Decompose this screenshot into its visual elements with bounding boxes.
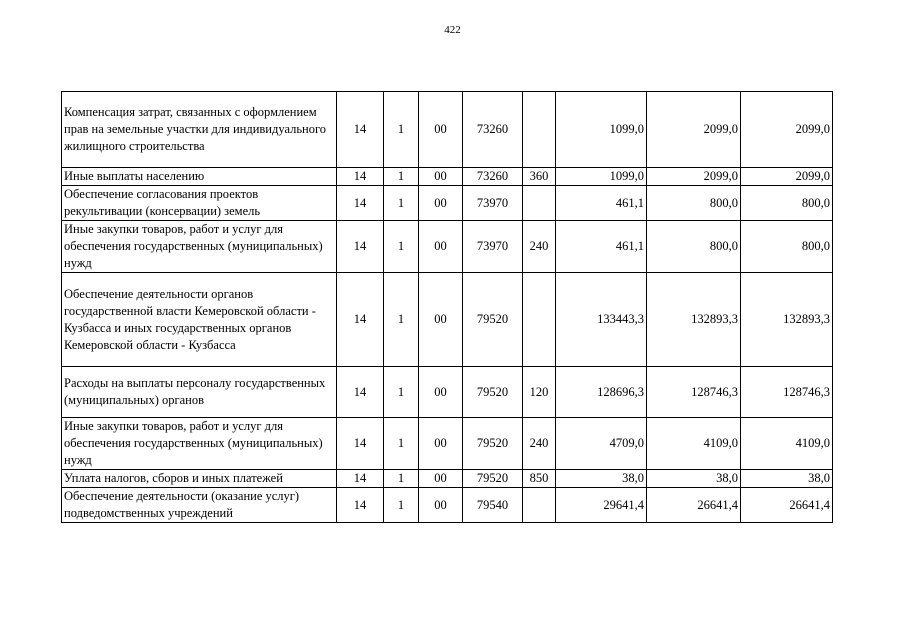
expense-type-code: [523, 186, 556, 221]
direction-code: 79520: [463, 418, 523, 470]
direction-code: 73970: [463, 221, 523, 273]
amount-year-1: 1099,0: [556, 92, 647, 168]
amount-year-1: 128696,3: [556, 367, 647, 418]
table-row: [62, 168, 833, 186]
direction-code: 73970: [463, 186, 523, 221]
amount-year-2: 26641,4: [647, 488, 741, 523]
amount-year-2: 4109,0: [647, 418, 741, 470]
amount-year-2: 128746,3: [647, 367, 741, 418]
amount-year-3: 26641,4: [741, 488, 833, 523]
program-code: 00: [419, 488, 463, 523]
section-code: 14: [337, 488, 384, 523]
row-name: Иные выплаты населению: [62, 168, 337, 186]
amount-year-3: 800,0: [741, 186, 833, 221]
expense-type-code: 240: [523, 221, 556, 273]
amount-year-3: 800,0: [741, 221, 833, 273]
table-row: [62, 273, 833, 367]
section-code: 14: [337, 367, 384, 418]
table-row: [62, 186, 833, 221]
subsection-code: 1: [384, 418, 419, 470]
section-code: 14: [337, 470, 384, 488]
program-code: 00: [419, 92, 463, 168]
table-row: [62, 488, 833, 523]
amount-year-3: 38,0: [741, 470, 833, 488]
section-code: 14: [337, 186, 384, 221]
table-row: [62, 470, 833, 488]
amount-year-3: 2099,0: [741, 168, 833, 186]
subsection-code: 1: [384, 367, 419, 418]
program-code: 00: [419, 418, 463, 470]
subsection-code: 1: [384, 221, 419, 273]
amount-year-1: 29641,4: [556, 488, 647, 523]
amount-year-1: 133443,3: [556, 273, 647, 367]
section-code: 14: [337, 221, 384, 273]
expense-type-code: 240: [523, 418, 556, 470]
amount-year-2: 132893,3: [647, 273, 741, 367]
row-name: Компенсация затрат, связанных с оформлением прав на земельные участки для индивидуального жилищного строительства: [62, 92, 337, 168]
expense-type-code: [523, 488, 556, 523]
section-code: 14: [337, 273, 384, 367]
amount-year-2: 2099,0: [647, 92, 741, 168]
subsection-code: 1: [384, 92, 419, 168]
row-name: Иные закупки товаров, работ и услуг для обеспечения государственных (муниципальных) нужд: [62, 418, 337, 470]
amount-year-1: 4709,0: [556, 418, 647, 470]
program-code: 00: [419, 221, 463, 273]
budget-table: [61, 91, 833, 523]
subsection-code: 1: [384, 273, 419, 367]
amount-year-2: 800,0: [647, 221, 741, 273]
direction-code: 79520: [463, 273, 523, 367]
table-row: [62, 221, 833, 273]
table-row: [62, 92, 833, 168]
program-code: 00: [419, 273, 463, 367]
row-name: Расходы на выплаты персоналу государственных (муниципальных) органов: [62, 367, 337, 418]
row-name: Обеспечение деятельности органов государственной власти Кемеровской области - Кузбасса и иных государственных органов Кемеровской области - Кузбасса: [62, 273, 337, 367]
row-name: Иные закупки товаров, работ и услуг для обеспечения государственных (муниципальных) нужд: [62, 221, 337, 273]
subsection-code: 1: [384, 470, 419, 488]
section-code: 14: [337, 92, 384, 168]
table-row: [62, 367, 833, 418]
amount-year-2: 2099,0: [647, 168, 741, 186]
subsection-code: 1: [384, 488, 419, 523]
amount-year-1: 461,1: [556, 221, 647, 273]
amount-year-3: 132893,3: [741, 273, 833, 367]
subsection-code: 1: [384, 186, 419, 221]
direction-code: 73260: [463, 168, 523, 186]
row-name: Уплата налогов, сборов и иных платежей: [62, 470, 337, 488]
amount-year-3: 128746,3: [741, 367, 833, 418]
amount-year-2: 38,0: [647, 470, 741, 488]
direction-code: 73260: [463, 92, 523, 168]
direction-code: 79520: [463, 367, 523, 418]
row-name: Обеспечение согласования проектов рекультивации (консервации) земель: [62, 186, 337, 221]
subsection-code: 1: [384, 168, 419, 186]
direction-code: 79520: [463, 470, 523, 488]
expense-type-code: [523, 92, 556, 168]
section-code: 14: [337, 418, 384, 470]
expense-type-code: 850: [523, 470, 556, 488]
amount-year-2: 800,0: [647, 186, 741, 221]
program-code: 00: [419, 186, 463, 221]
direction-code: 79540: [463, 488, 523, 523]
amount-year-3: 2099,0: [741, 92, 833, 168]
program-code: 00: [419, 168, 463, 186]
amount-year-1: 461,1: [556, 186, 647, 221]
expense-type-code: 360: [523, 168, 556, 186]
expense-type-code: [523, 273, 556, 367]
program-code: 00: [419, 470, 463, 488]
amount-year-3: 4109,0: [741, 418, 833, 470]
amount-year-1: 38,0: [556, 470, 647, 488]
page-number: 422: [444, 24, 461, 36]
amount-year-1: 1099,0: [556, 168, 647, 186]
table-row: [62, 418, 833, 470]
section-code: 14: [337, 168, 384, 186]
program-code: 00: [419, 367, 463, 418]
row-name: Обеспечение деятельности (оказание услуг) подведомственных учреждений: [62, 488, 337, 523]
expense-type-code: 120: [523, 367, 556, 418]
